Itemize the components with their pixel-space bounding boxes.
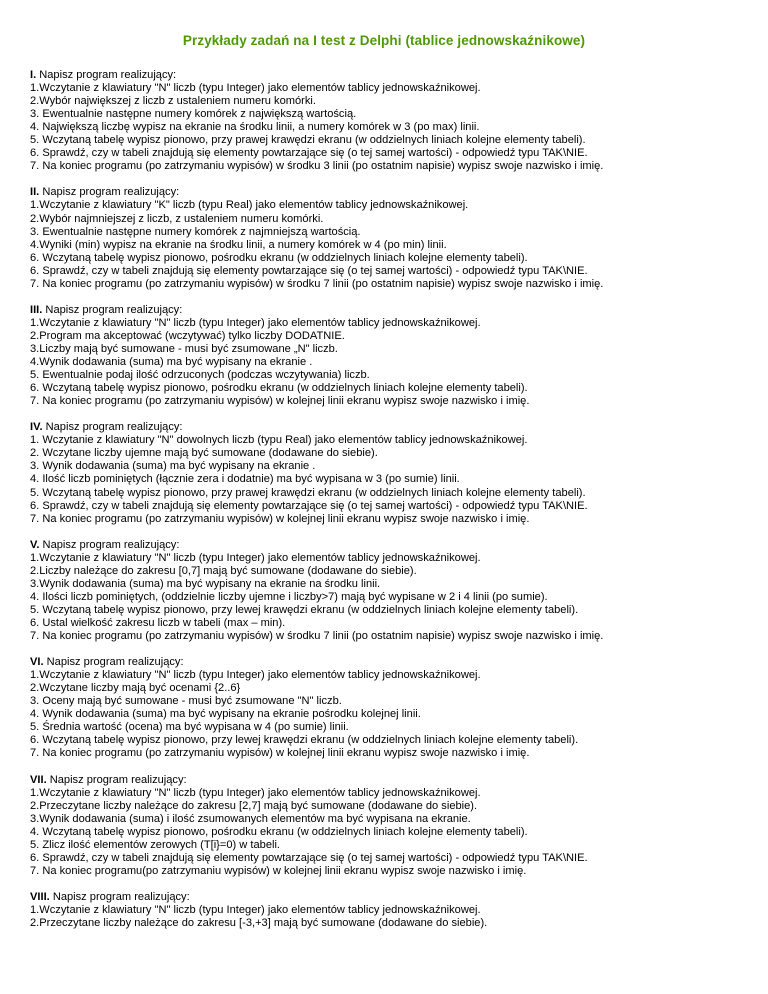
section-heading-text: Napisz program realizujący: [43,656,184,669]
section-heading-text: Napisz program realizujący: [39,186,180,199]
section-heading-text: Napisz program realizujący: [39,538,180,551]
section-heading-text: Napisz program realizujący: [42,303,183,316]
task-section [30,539,760,643]
task-section [30,774,760,878]
section-heading [30,186,760,199]
task-item: 5. Średnia wartość (ocena) ma być wypisana w 4 (po sumie) linii. [30,721,349,734]
section-numeral: VIII. [30,890,50,903]
section-numeral: II. [30,186,40,199]
task-item: 2.Przeczytane liczby należące do zakresu [2,7] mają być sumowane (dodawane do siebie). [30,799,478,812]
document-body [30,69,760,943]
section-heading-text: Napisz program realizujący: [49,890,190,903]
task-item: 6. Ustal wielkość zakresu liczb w tabeli (max – min). [30,616,286,629]
task-item: 2.Liczby należące do zakresu [0,7] mają być sumowane (dodawane do siebie). [30,564,417,577]
section-numeral: VI. [30,656,44,669]
task-item: 3.Wynik dodawania (suma) i ilość zsumowanych elementów ma być wypisana na ekranie. [30,812,471,825]
task-section [30,656,760,760]
task-item: 4. Wczytaną tabelę wypisz pionowo, pośrodku ekranu (w oddzielnych liniach kolejne elementy tabeli). [30,825,528,838]
task-item: 6. Wczytaną tabelę wypisz pionowo, przy lewej krawędzi ekranu (w oddzielnych liniach kolejne elementy tabeli). [30,734,579,747]
task-section [30,421,760,525]
task-item: 1.Wczytanie z klawiatury "N" liczb (typu Integer) jako elementów tablicy jednowskaźnikowej. [30,904,481,916]
task-item: 2.Wybór najmniejszej z liczb, z ustaleniem numeru komórki. [30,212,324,225]
task-item: 3. Wynik dodawania (suma) ma być wypisany na ekranie . [30,460,316,473]
task-item: 3. Ewentualnie następne numery komórek z najmniejszą wartością. [30,225,361,238]
section-heading [30,69,760,82]
task-item: 4. Ilość liczb pominiętych (łącznie zera i dodatnie) ma być wypisana w 3 (po sumie) linii. [30,473,460,486]
task-item: 2.Przeczytane liczby należące do zakresu [-3,+3] mają być sumowane (dodawane do siebie). [30,917,488,930]
task-item: 7. Na koniec programu (po zatrzymaniu wypisów) w kolejnej linii ekranu wypisz swoje nazwisko i imię. [30,747,530,760]
section-heading-text: Napisz program realizujący: [36,69,177,81]
task-item: 1.Wczytanie z klawiatury "N" liczb (typu Integer) jako elementów tablicy jednowskaźnikowej. [30,669,481,682]
section-heading [30,774,760,787]
task-section [30,891,760,930]
task-item: 5. Ewentualnie podaj ilość odrzuconych (podczas wczytywania) liczb. [30,369,370,382]
task-item: 4.Wynik dodawania (suma) ma być wypisany na ekranie . [30,356,313,369]
task-item: 4. Ilości liczb pominiętych, (oddzielnie liczby ujemne i liczby>7) mają być wypisane w 2 i 4 linii (po sumie). [30,590,548,603]
task-item: 1.Wczytanie z klawiatury "N" liczb (typu Integer) jako elementów tablicy jednowskaźnikowej. [30,786,481,799]
task-item: 1.Wczytanie z klawiatury "N" liczb (typu Integer) jako elementów tablicy jednowskaźnikowej. [30,316,481,329]
task-item: 1. Wczytanie z klawiatury "N" dowolnych liczb (typu Real) jako elementów tablicy jednowskaźnikowej. [30,434,528,447]
task-item: 4. Wynik dodawania (suma) ma być wypisany na ekranie pośrodku kolejnej linii. [30,708,421,721]
task-item: 4. Największą liczbę wypisz na ekranie na środku linii, a numery komórek w 3 (po max) linii. [30,121,480,134]
section-heading [30,539,760,552]
task-item: 1.Wczytanie z klawiatury "K" liczb (typu Real) jako elementów tablicy jednowskaźnikowej. [30,199,469,212]
task-item: 2.Program ma akceptować (wczytywać) tylko liczby DODATNIE. [30,329,345,342]
section-numeral: IV. [30,421,43,434]
task-item: 3.Liczby mają być sumowane - musi być zsumowane „N" liczb. [30,342,338,355]
task-item: 3.Wynik dodawania (suma) ma być wypisany na ekranie na środku linii. [30,577,381,590]
task-item: 6. Wczytaną tabelę wypisz pionowo, pośrodku ekranu (w oddzielnych liniach kolejne elementy tabeli). [30,382,528,395]
section-numeral: VII. [30,773,47,786]
task-item: 5. Wczytaną tabelę wypisz pionowo, przy prawej krawędzi ekranu (w oddzielnych liniach kolejne elementy tabeli). [30,134,586,147]
section-heading [30,656,760,669]
task-item: 1.Wczytanie z klawiatury "N" liczb (typu Integer) jako elementów tablicy jednowskaźnikowej. [30,82,481,95]
task-item: 7. Na koniec programu (po zatrzymaniu wypisów) w środku 7 linii (po ostatnim napisie) wypisz swoje nazwisko i imię. [30,630,604,643]
task-item: 3. Oceny mają być sumowane - musi być zsumowane "N" liczb. [30,695,342,708]
task-item: 2.Wybór największej z liczb z ustaleniem numeru komórki. [30,95,316,108]
task-item: 6. Wczytaną tabelę wypisz pionowo, pośrodku ekranu (w oddzielnych liniach kolejne elementy tabeli). [30,251,528,264]
section-numeral: V. [30,538,40,551]
document-title: Przykłady zadań na I test z Delphi (tablice jednowskaźnikowe) [182,33,586,48]
section-heading [30,891,760,904]
task-item: 7. Na koniec programu (po zatrzymaniu wypisów) w kolejnej linii ekranu wypisz swoje nazwisko i imię. [30,395,530,408]
task-item: 6. Sprawdź, czy w tabeli znajdują się elementy powtarzające się (o tej samej wartości) - odpowiedź typu TAK\NIE. [30,851,588,864]
task-item: 7. Na koniec programu (po zatrzymaniu wypisów) w środku 7 linii (po ostatnim napisie) wypisz swoje nazwisko i imię. [30,277,604,290]
section-numeral: I. [30,69,37,81]
task-item: 5. Wczytaną tabelę wypisz pionowo, przy prawej krawędzi ekranu (w oddzielnych liniach kolejne elementy tabeli). [30,486,586,499]
section-heading-text: Napisz program realizujący: [46,773,187,786]
section-heading [30,304,760,317]
section-heading-text: Napisz program realizujący: [42,421,183,434]
task-item: 7. Na koniec programu (po zatrzymaniu wypisów) w kolejnej linii ekranu wypisz swoje nazwisko i imię. [30,512,530,525]
task-item: 3. Ewentualnie następne numery komórek z największą wartością. [30,108,357,121]
task-item: 5. Wczytaną tabelę wypisz pionowo, przy lewej krawędzi ekranu (w oddzielnych liniach kolejne elementy tabeli). [30,603,579,616]
task-section [30,69,760,173]
task-section [30,304,760,408]
task-item: 4.Wyniki (min) wypisz na ekranie na środku linii, a numery komórek w 4 (po min) linii. [30,238,447,251]
task-item: 7. Na koniec programu (po zatrzymaniu wypisów) w środku 3 linii (po ostatnim napisie) wypisz swoje nazwisko i imię. [30,160,604,173]
task-section [30,186,760,290]
task-item: 1.Wczytanie z klawiatury "N" liczb (typu Integer) jako elementów tablicy jednowskaźnikowej. [30,551,481,564]
task-item: 5. Zlicz ilość elementów zerowych (T[i}=0) w tabeli. [30,838,281,851]
task-item: 7. Na koniec programu(po zatrzymaniu wypisów) w kolejnej linii ekranu wypisz swoje nazwisko i imię. [30,864,527,877]
section-numeral: III. [30,303,43,316]
task-item: 6. Sprawdź, czy w tabeli znajdują się elementy powtarzające się (o tej samej wartości) - odpowiedź typu TAK\NIE. [30,499,588,512]
task-item: 6. Sprawdź, czy w tabeli znajdują się elementy powtarzające się (o tej samej wartości) - odpowiedź typu TAK\NIE. [30,147,588,160]
task-item: 2. Wczytane liczby ujemne mają być sumowane (dodawane do siebie). [30,447,378,460]
section-heading [30,421,760,434]
task-item: 2.Wczytane liczby mają być ocenami {2..6} [30,682,241,695]
task-item: 6. Sprawdź, czy w tabeli znajdują się elementy powtarzające się (o tej samej wartości) - odpowiedź typu TAK\NIE. [30,264,588,277]
